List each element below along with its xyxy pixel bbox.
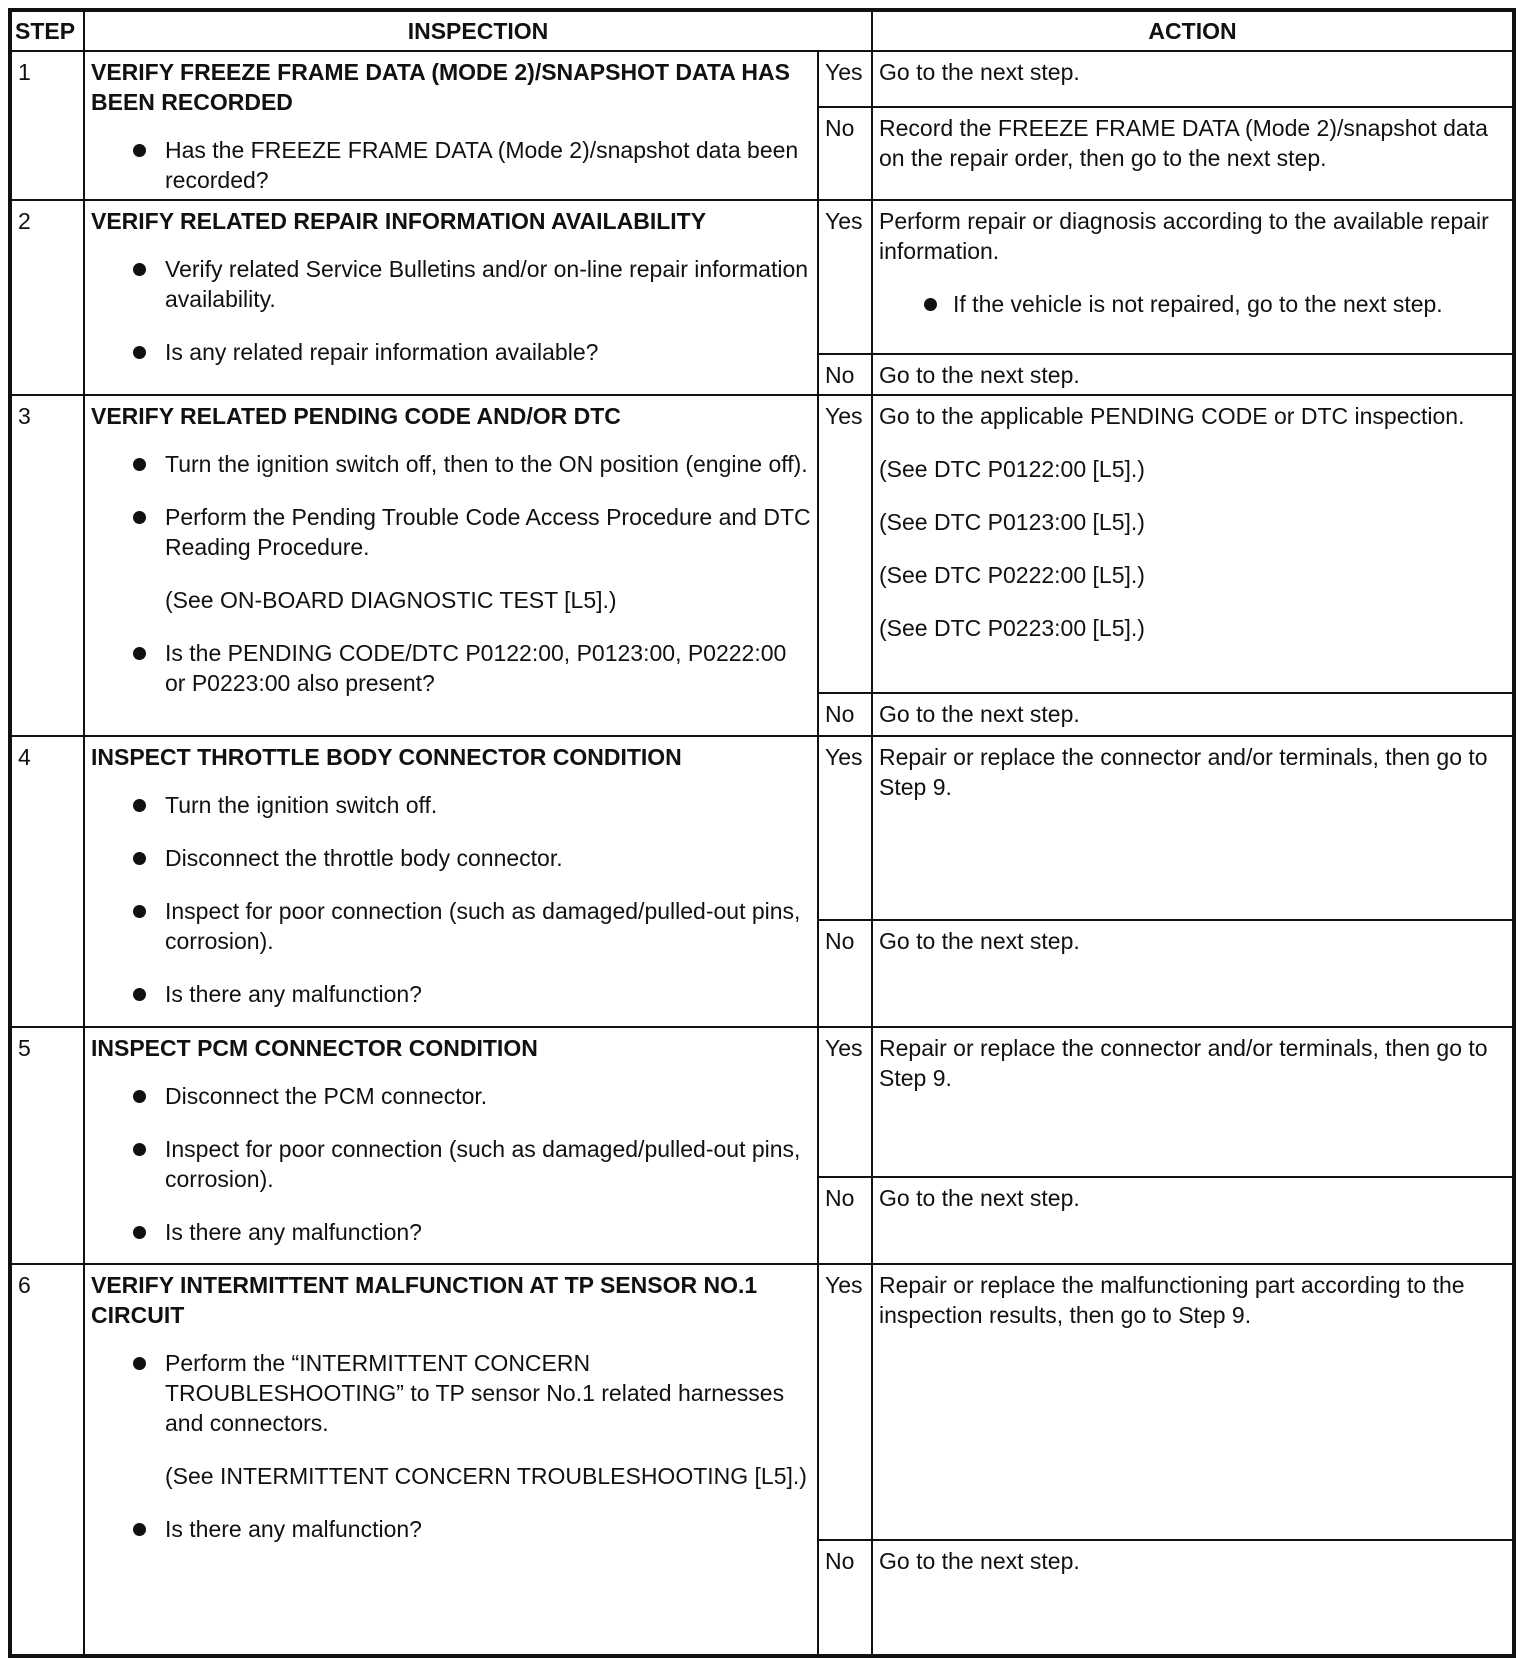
- bullet-list: [91, 254, 811, 367]
- header-inspection: INSPECTION: [84, 10, 872, 51]
- bullet-dot-icon: [133, 647, 146, 660]
- bullet-dot-icon: [133, 988, 146, 1001]
- inspection-title: INSPECT THROTTLE BODY CONNECTOR CONDITION: [91, 744, 682, 770]
- table-row: [10, 736, 1514, 920]
- yes-label: Yes: [818, 200, 872, 354]
- step-number: 6: [10, 1264, 84, 1656]
- no-action-text: Go to the next step.: [879, 928, 1080, 954]
- no-action: [872, 693, 1514, 736]
- step-number: 3: [10, 395, 84, 736]
- bullet-dot-icon: [133, 1143, 146, 1156]
- bullet-text: Is any related repair information available?: [165, 339, 599, 365]
- no-action-text: Go to the next step.: [879, 362, 1080, 388]
- bullet-list: [91, 790, 811, 1009]
- yes-action-text: Perform repair or diagnosis according to the available repair information.: [879, 208, 1489, 264]
- bullet-list: [91, 135, 811, 195]
- yes-action: [872, 200, 1514, 354]
- yes-action-reference: (See DTC P0223:00 [L5].): [879, 615, 1145, 641]
- bullet-dot-icon: [133, 144, 146, 157]
- bullet-dot-icon: [133, 1357, 146, 1370]
- yes-action-text: Repair or replace the connector and/or terminals, then go to Step 9.: [879, 1035, 1488, 1091]
- yes-action-reference: (See DTC P0122:00 [L5].): [879, 456, 1145, 482]
- yes-label: Yes: [818, 736, 872, 920]
- bullet-dot-icon: [133, 1523, 146, 1536]
- no-action-text: Go to the next step.: [879, 1548, 1080, 1574]
- no-label: No: [818, 354, 872, 395]
- inspection-title: VERIFY RELATED PENDING CODE AND/OR DTC: [91, 403, 621, 429]
- bullet-dot-icon: [133, 458, 146, 471]
- bullet-dot-icon: [924, 298, 937, 311]
- bullet-list: [91, 1081, 811, 1247]
- bullet-text: Perform the “INTERMITTENT CONCERN TROUBLESHOOTING” to TP sensor No.1 related harnesses and connectors.: [165, 1350, 785, 1436]
- no-action-text: Go to the next step.: [879, 701, 1080, 727]
- bullet-reference: (See ON-BOARD DIAGNOSTIC TEST [L5].): [165, 587, 617, 613]
- bullet-item: [91, 337, 811, 367]
- bullet-text: Inspect for poor connection (such as damaged/pulled-out pins, corrosion).: [165, 1136, 801, 1192]
- yes-action: [872, 1027, 1514, 1177]
- bullet-reference: (See INTERMITTENT CONCERN TROUBLESHOOTING [L5].): [165, 1463, 807, 1489]
- bullet-text: Is the PENDING CODE/DTC P0122:00, P0123:00, P0222:00 or P0223:00 also present?: [165, 640, 787, 696]
- yes-action: [872, 395, 1514, 693]
- bullet-item: [91, 1134, 811, 1194]
- yes-action: [872, 736, 1514, 920]
- yes-action-subtext: If the vehicle is not repaired, go to the next step.: [953, 291, 1443, 317]
- bullet-text: Inspect for poor connection (such as damaged/pulled-out pins, corrosion).: [165, 898, 801, 954]
- no-label: No: [818, 920, 872, 1027]
- bullet-item: [91, 638, 811, 698]
- step-number: 1: [10, 51, 84, 200]
- yes-label: Yes: [818, 1027, 872, 1177]
- table-row: [10, 51, 1514, 107]
- inspection-title: VERIFY INTERMITTENT MALFUNCTION AT TP SENSOR NO.1 CIRCUIT: [91, 1272, 758, 1328]
- yes-action: [872, 51, 1514, 107]
- bullet-dot-icon: [133, 852, 146, 865]
- bullet-text: Is there any malfunction?: [165, 1219, 422, 1245]
- bullet-item: [91, 1081, 811, 1111]
- inspection-cell: [84, 1264, 818, 1656]
- yes-label: Yes: [818, 1264, 872, 1540]
- diagnostic-table: [8, 8, 1516, 1658]
- bullet-text: Has the FREEZE FRAME DATA (Mode 2)/snapshot data been recorded?: [165, 137, 799, 193]
- inspection-title: VERIFY FREEZE FRAME DATA (MODE 2)/SNAPSHOT DATA HAS BEEN RECORDED: [91, 59, 790, 115]
- bullet-dot-icon: [133, 1226, 146, 1239]
- no-label: No: [818, 693, 872, 736]
- no-action: [872, 354, 1514, 395]
- bullet-text: Turn the ignition switch off.: [165, 792, 438, 818]
- bullet-item: [91, 979, 811, 1009]
- no-action: [872, 107, 1514, 200]
- yes-action-text: Go to the applicable PENDING CODE or DTC inspection.: [879, 403, 1465, 429]
- bullet-dot-icon: [133, 511, 146, 524]
- bullet-dot-icon: [133, 1090, 146, 1103]
- bullet-dot-icon: [133, 346, 146, 359]
- bullet-item: [91, 1514, 811, 1544]
- no-action: [872, 1540, 1514, 1656]
- no-action: [872, 920, 1514, 1027]
- bullet-item: [91, 790, 811, 820]
- yes-action-subbullet: [879, 289, 1506, 319]
- header-action: ACTION: [872, 10, 1514, 51]
- bullet-dot-icon: [133, 263, 146, 276]
- inspection-cell: [84, 1027, 818, 1264]
- no-label: No: [818, 1540, 872, 1656]
- no-label: No: [818, 1177, 872, 1264]
- step-number: 4: [10, 736, 84, 1027]
- bullet-list: [91, 1348, 811, 1544]
- bullet-item: [91, 1348, 811, 1491]
- bullet-text: Turn the ignition switch off, then to the ON position (engine off).: [165, 451, 808, 477]
- bullet-item: [91, 254, 811, 314]
- inspection-cell: [84, 51, 818, 200]
- bullet-item: [91, 896, 811, 956]
- inspection-cell: [84, 200, 818, 395]
- yes-label: Yes: [818, 395, 872, 693]
- yes-action: [872, 1264, 1514, 1540]
- bullet-dot-icon: [133, 905, 146, 918]
- bullet-text: Disconnect the throttle body connector.: [165, 845, 563, 871]
- inspection-cell: [84, 395, 818, 736]
- bullet-text: Is there any malfunction?: [165, 981, 422, 1007]
- table-row: [10, 395, 1514, 693]
- table-row: [10, 200, 1514, 354]
- bullet-text: Is there any malfunction?: [165, 1516, 422, 1542]
- no-action: [872, 1177, 1514, 1264]
- no-action-text: Record the FREEZE FRAME DATA (Mode 2)/snapshot data on the repair order, then go to the next step.: [879, 114, 1488, 171]
- bullet-item: [91, 449, 811, 479]
- table-row: [10, 1264, 1514, 1540]
- yes-action-text: Repair or replace the connector and/or terminals, then go to Step 9.: [879, 744, 1488, 800]
- no-action-text: Go to the next step.: [879, 1185, 1080, 1211]
- bullet-text: Disconnect the PCM connector.: [165, 1083, 488, 1109]
- yes-action-text: Go to the next step.: [879, 59, 1080, 85]
- bullet-item: [91, 1217, 811, 1247]
- header-row: [10, 10, 1514, 51]
- step-number: 2: [10, 200, 84, 395]
- bullet-text: Perform the Pending Trouble Code Access Procedure and DTC Reading Procedure.: [165, 504, 811, 560]
- header-step: STEP: [10, 10, 84, 51]
- bullet-item: [91, 135, 811, 195]
- step-number: 5: [10, 1027, 84, 1264]
- table-row: [10, 1027, 1514, 1177]
- no-label: No: [818, 107, 872, 200]
- yes-action-text: Repair or replace the malfunctioning part according to the inspection results, then go to Step 9.: [879, 1272, 1465, 1328]
- bullet-text: Verify related Service Bulletins and/or on-line repair information availability.: [165, 256, 809, 312]
- yes-action-reference: (See DTC P0222:00 [L5].): [879, 562, 1145, 588]
- bullet-dot-icon: [133, 799, 146, 812]
- bullet-item: [91, 502, 811, 615]
- yes-action-reference: (See DTC P0123:00 [L5].): [879, 509, 1145, 535]
- inspection-title: VERIFY RELATED REPAIR INFORMATION AVAILABILITY: [91, 208, 707, 234]
- inspection-title: INSPECT PCM CONNECTOR CONDITION: [91, 1035, 538, 1061]
- bullet-item: [91, 843, 811, 873]
- yes-label: Yes: [818, 51, 872, 107]
- bullet-list: [91, 449, 811, 698]
- inspection-cell: [84, 736, 818, 1027]
